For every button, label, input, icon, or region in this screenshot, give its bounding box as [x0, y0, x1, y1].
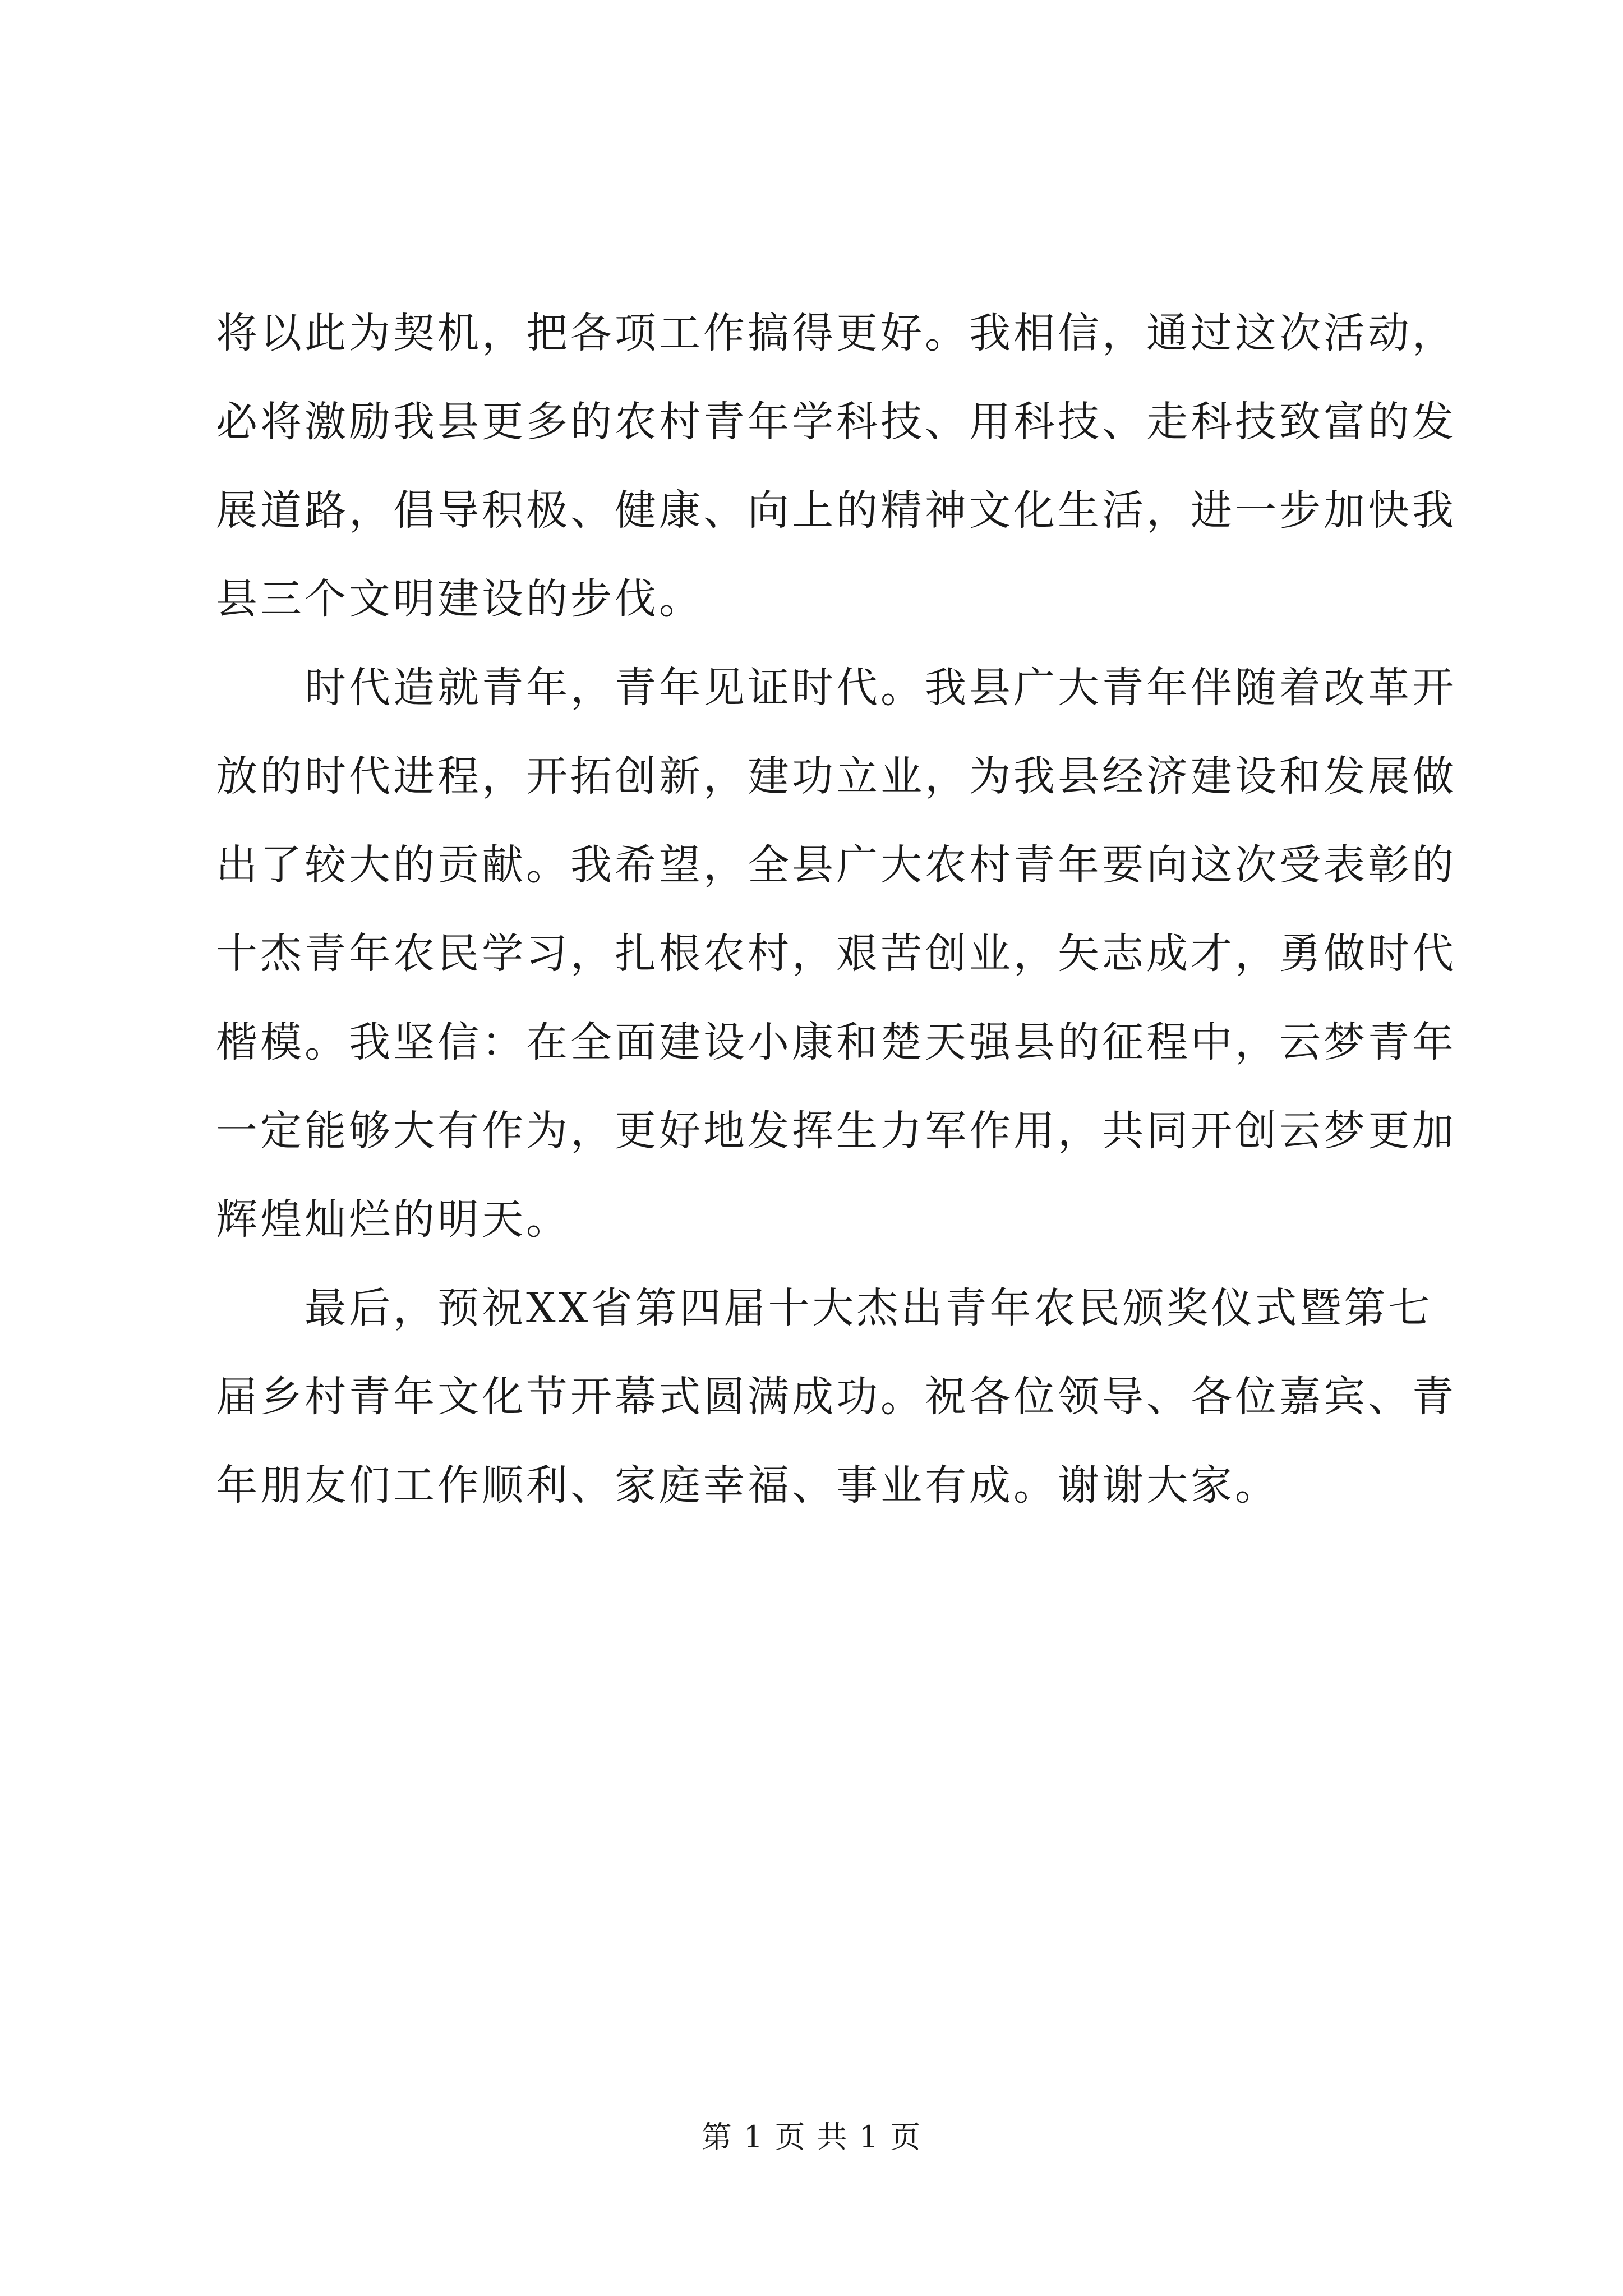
text-line: 展道路，倡导积极、健康、向上的精神文化生活，进一步加快我	[216, 486, 1456, 535]
text-line: 最后，预祝XX省第四届十大杰出青年农民颁奖仪式暨第七	[216, 1284, 1433, 1332]
text-line: 出了较大的贡献。我希望，全县广大农村青年要向这次受表彰的	[216, 841, 1456, 889]
text-line: 必将激励我县更多的农村青年学科技、用科技、走科技致富的发	[216, 398, 1456, 446]
text-line: 放的时代进程，开拓创新，建功立业，为我县经济建设和发展做	[216, 752, 1456, 800]
page-number-footer: 第 1 页 共 1 页	[701, 2119, 922, 2155]
text-line: 将以此为契机，把各项工作搞得更好。我相信，通过这次活动，	[216, 309, 1456, 357]
text-line: 年朋友们工作顺利、家庭幸福、事业有成。谢谢大家。	[216, 1461, 1279, 1510]
text-line: 十杰青年农民学习，扎根农村，艰苦创业，矢志成才，勇做时代	[216, 930, 1456, 978]
text-line: 时代造就青年，青年见证时代。我县广大青年伴随着改革开	[216, 664, 1456, 712]
text-line: 届乡村青年文化节开幕式圆满成功。祝各位领导、各位嘉宾、青	[216, 1373, 1456, 1421]
text-line: 一定能够大有作为，更好地发挥生力军作用，共同开创云梦更加	[216, 1107, 1456, 1155]
text-line: 辉煌灿烂的明天。	[216, 1195, 570, 1244]
text-line: 楷模。我坚信：在全面建设小康和楚天强县的征程中，云梦青年	[216, 1018, 1456, 1066]
body-text	[216, 289, 1456, 1530]
text-line: 县三个文明建设的步伐。	[216, 575, 703, 623]
